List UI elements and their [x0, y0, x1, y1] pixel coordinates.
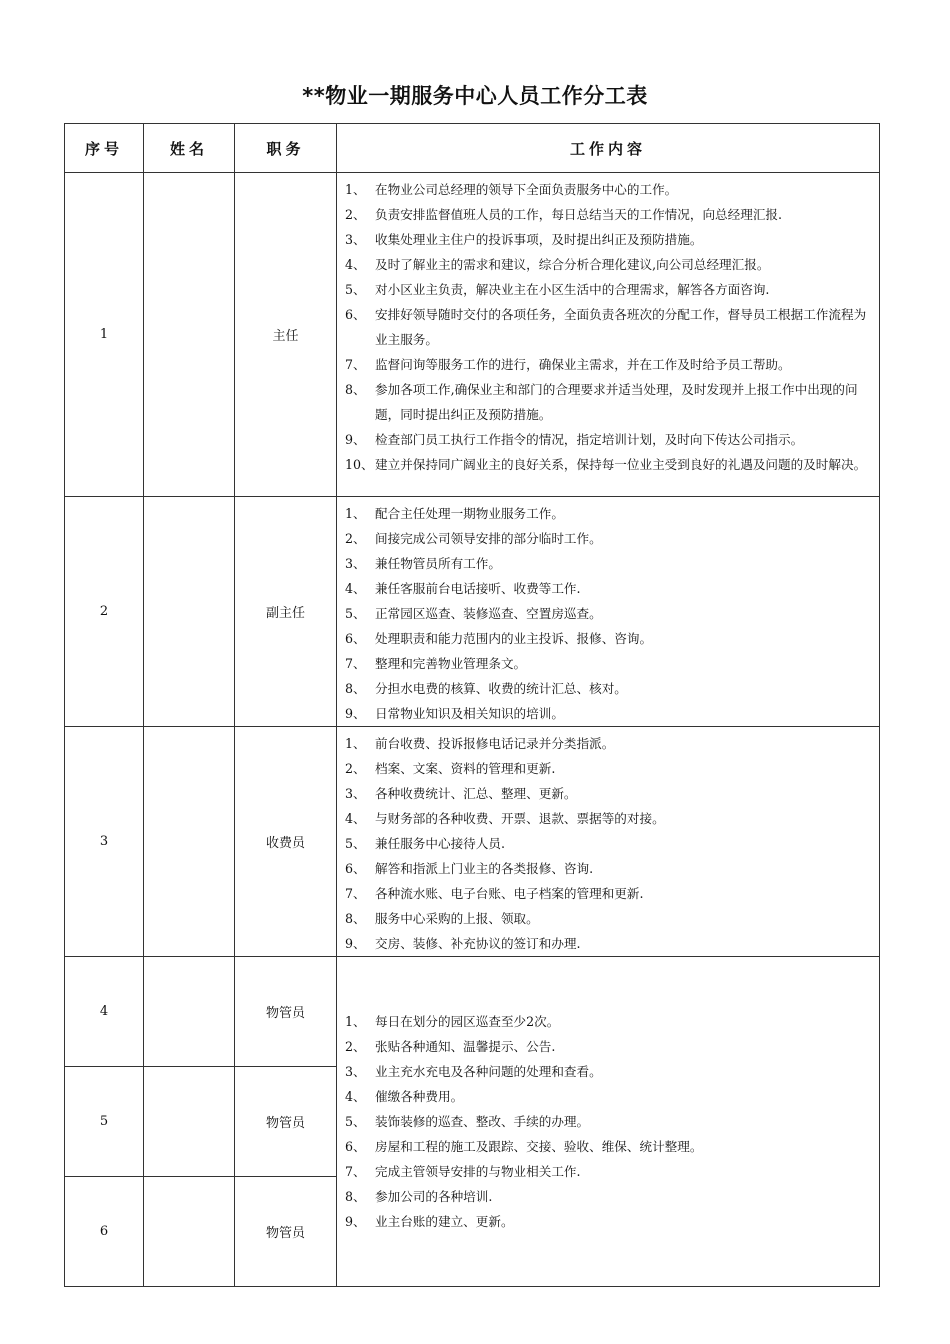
list-item — [345, 1084, 873, 1109]
list-item — [345, 177, 873, 202]
task-list — [337, 497, 879, 726]
header-name: 姓名 — [144, 124, 235, 173]
list-item — [345, 1109, 873, 1134]
work-assignment-table — [64, 123, 880, 1287]
row-role: 物管员 — [235, 957, 337, 1067]
task-number: 9、 — [345, 936, 366, 951]
task-text: 参加公司的各种培训. — [375, 1189, 493, 1204]
list-item — [345, 626, 873, 651]
task-list — [337, 727, 879, 956]
task-number: 9、 — [345, 432, 366, 447]
task-text: 与财务部的各种收费、开票、退款、票据等的对接。 — [375, 811, 665, 826]
task-list — [337, 173, 879, 477]
list-item — [345, 781, 873, 806]
task-number: 6、 — [345, 307, 366, 322]
row-seq: 6 — [65, 1177, 144, 1287]
list-item — [345, 1034, 873, 1059]
header-content: 工作内容 — [337, 124, 880, 173]
list-item — [345, 731, 873, 756]
list-item — [345, 856, 873, 881]
task-number: 2、 — [345, 531, 366, 546]
list-item — [345, 377, 873, 427]
row-content-shared — [337, 957, 880, 1287]
list-item — [345, 252, 873, 277]
list-item — [345, 756, 873, 781]
row-seq: 2 — [65, 497, 144, 727]
task-text: 处理职责和能力范围内的业主投诉、报修、咨询。 — [375, 631, 653, 646]
table-header-row — [65, 124, 880, 173]
task-text: 装饰装修的巡查、整改、手续的办理。 — [375, 1114, 590, 1129]
task-number: 4、 — [345, 811, 366, 826]
list-item — [345, 576, 873, 601]
task-number: 7、 — [345, 357, 366, 372]
list-item — [345, 526, 873, 551]
list-item — [345, 931, 873, 956]
row-name — [144, 957, 235, 1067]
task-text: 各种收费统计、汇总、整理、更新。 — [375, 786, 577, 801]
task-text: 日常物业知识及相关知识的培训。 — [375, 706, 564, 721]
row-name — [144, 727, 235, 957]
task-text: 在物业公司总经理的领导下全面负责服务中心的工作。 — [375, 182, 678, 197]
list-item — [345, 302, 873, 352]
row-role: 主任 — [235, 173, 337, 497]
task-number: 7、 — [345, 1164, 366, 1179]
task-text: 兼任客服前台电话接听、收费等工作. — [375, 581, 581, 596]
task-number: 4、 — [345, 581, 366, 596]
task-text: 检查部门员工执行工作指令的情况，指定培训计划，及时向下传达公司指示。 — [375, 432, 804, 447]
list-item — [345, 1184, 873, 1209]
task-text: 档案、文案、资料的管理和更新. — [375, 761, 556, 776]
list-item — [345, 701, 873, 726]
header-seq: 序号 — [65, 124, 144, 173]
task-number: 2、 — [345, 761, 366, 776]
list-item — [345, 1159, 873, 1184]
task-text: 业主充水充电及各种问题的处理和查看。 — [375, 1064, 602, 1079]
row-role: 副主任 — [235, 497, 337, 727]
list-item — [345, 1059, 873, 1084]
task-number: 5、 — [345, 1114, 366, 1129]
task-text: 业主台账的建立、更新。 — [375, 1214, 514, 1229]
list-item — [345, 551, 873, 576]
task-number: 6、 — [345, 631, 366, 646]
task-text: 分担水电费的核算、收费的统计汇总、核对。 — [375, 681, 627, 696]
list-item — [345, 906, 873, 931]
task-number: 8、 — [345, 382, 366, 397]
list-item — [345, 452, 873, 477]
task-text: 整理和完善物业管理条文。 — [375, 656, 527, 671]
task-number: 8、 — [345, 911, 366, 926]
list-item — [345, 881, 873, 906]
row-seq: 5 — [65, 1067, 144, 1177]
row-role: 物管员 — [235, 1177, 337, 1287]
task-text: 前台收费、投诉报修电话记录并分类指派。 — [375, 736, 615, 751]
task-number: 6、 — [345, 861, 366, 876]
task-number: 1、 — [345, 182, 366, 197]
task-number: 1、 — [345, 736, 366, 751]
task-number: 1、 — [345, 1014, 366, 1029]
task-text: 解答和指派上门业主的各类报修、咨询. — [375, 861, 594, 876]
task-text: 负责安排监督值班人员的工作，每日总结当天的工作情况，向总经理汇报. — [375, 207, 783, 222]
list-item — [345, 806, 873, 831]
list-item — [345, 227, 873, 252]
task-number: 8、 — [345, 1189, 366, 1204]
task-text: 正常园区巡查、装修巡查、空置房巡查。 — [375, 606, 602, 621]
list-item — [345, 1134, 873, 1159]
list-item — [345, 501, 873, 526]
task-text: 各种流水账、电子台账、电子档案的管理和更新. — [375, 886, 644, 901]
task-text: 完成主管领导安排的与物业相关工作. — [375, 1164, 581, 1179]
task-number: 3、 — [345, 232, 366, 247]
task-text: 兼任物管员所有工作。 — [375, 556, 501, 571]
task-text: 建立并保持同广阔业主的良好关系，保持每一位业主受到良好的礼遇及问题的及时解决。 — [375, 457, 867, 472]
row-seq: 1 — [65, 173, 144, 497]
task-number: 7、 — [345, 886, 366, 901]
task-text: 交房、装修、补充协议的签订和办理. — [375, 936, 581, 951]
task-number: 5、 — [345, 836, 366, 851]
task-number: 3、 — [345, 556, 366, 571]
task-number: 2、 — [345, 207, 366, 222]
task-number: 10、 — [345, 457, 374, 472]
task-text: 配合主任处理一期物业服务工作。 — [375, 506, 564, 521]
task-list — [337, 957, 879, 1234]
task-text: 房屋和工程的施工及跟踪、交接、验收、维保、统计整理。 — [375, 1139, 703, 1154]
task-number: 4、 — [345, 1089, 366, 1104]
row-content — [337, 173, 880, 497]
header-role: 职务 — [235, 124, 337, 173]
table-row — [65, 727, 880, 957]
list-item — [345, 1209, 873, 1234]
task-text: 兼任服务中心接待人员. — [375, 836, 505, 851]
task-number: 3、 — [345, 1064, 366, 1079]
table-row — [65, 957, 880, 1067]
task-number: 4、 — [345, 257, 366, 272]
table-row — [65, 173, 880, 497]
row-name — [144, 497, 235, 727]
list-item — [345, 601, 873, 626]
task-text: 监督问询等服务工作的进行，确保业主需求，并在工作及时给予员工帮助。 — [375, 357, 791, 372]
list-item — [345, 1009, 873, 1034]
row-name — [144, 1067, 235, 1177]
task-number: 9、 — [345, 1214, 366, 1229]
row-role: 物管员 — [235, 1067, 337, 1177]
row-role: 收费员 — [235, 727, 337, 957]
task-number: 5、 — [345, 282, 366, 297]
row-seq: 4 — [65, 957, 144, 1067]
task-text: 间接完成公司领导安排的部分临时工作。 — [375, 531, 602, 546]
task-text: 及时了解业主的需求和建议，综合分析合理化建议,向公司总经理汇报。 — [375, 257, 770, 272]
page-title: **物业一期服务中心人员工作分工表 — [302, 84, 648, 108]
task-number: 8、 — [345, 681, 366, 696]
row-content — [337, 727, 880, 957]
task-text: 每日在划分的园区巡查至少2次。 — [375, 1014, 560, 1029]
task-number: 9、 — [345, 706, 366, 721]
table-row — [65, 497, 880, 727]
row-content — [337, 497, 880, 727]
list-item — [345, 352, 873, 377]
list-item — [345, 202, 873, 227]
task-text: 参加各项工作,确保业主和部门的合理要求并适当处理，及时发现并上报工作中出现的问题，同时提出纠正及预防措施。 — [375, 382, 858, 422]
row-name — [144, 1177, 235, 1287]
task-number: 5、 — [345, 606, 366, 621]
task-text: 催缴各种费用。 — [375, 1089, 464, 1104]
task-text: 对小区业主负责，解决业主在小区生活中的合理需求，解答各方面咨询. — [375, 282, 770, 297]
task-text: 张贴各种通知、温馨提示、公告. — [375, 1039, 556, 1054]
list-item — [345, 277, 873, 302]
task-number: 6、 — [345, 1139, 366, 1154]
task-number: 1、 — [345, 506, 366, 521]
list-item — [345, 651, 873, 676]
task-text: 安排好领导随时交付的各项任务，全面负责各班次的分配工作，督导员工根据工作流程为业主服务。 — [375, 307, 867, 347]
list-item — [345, 676, 873, 701]
task-number: 7、 — [345, 656, 366, 671]
row-seq: 3 — [65, 727, 144, 957]
list-item — [345, 427, 873, 452]
row-name — [144, 173, 235, 497]
task-number: 2、 — [345, 1039, 366, 1054]
task-text: 收集处理业主住户的投诉事项，及时提出纠正及预防措施。 — [375, 232, 703, 247]
task-text: 服务中心采购的上报、领取。 — [375, 911, 539, 926]
list-item — [345, 831, 873, 856]
task-number: 3、 — [345, 786, 366, 801]
